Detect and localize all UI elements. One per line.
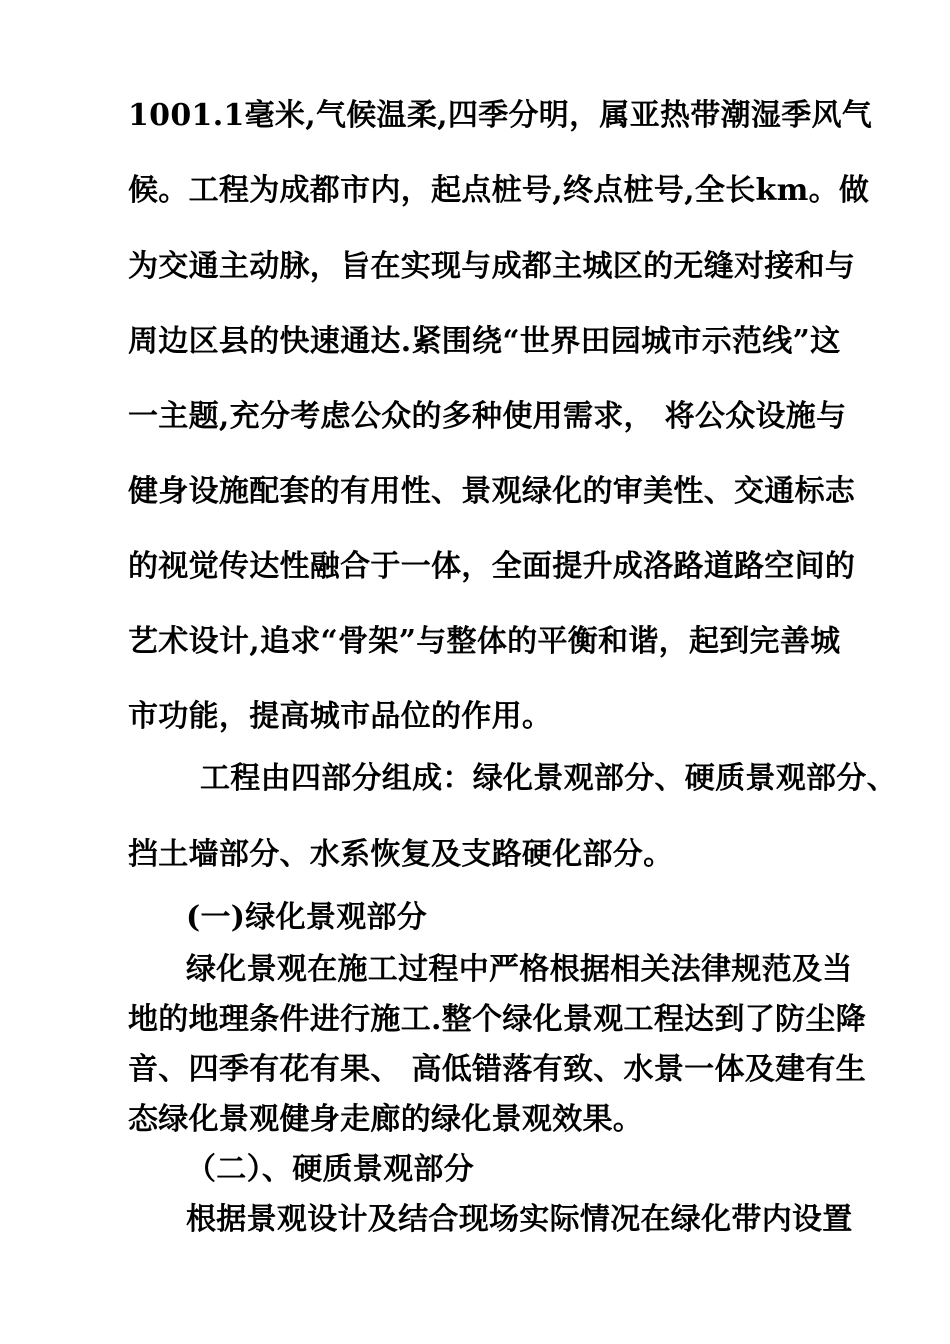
- paragraph-line: 绿化景观在施工过程中严格根据相关法律规范及当: [186, 952, 853, 987]
- paragraph-line: 挡土墙部分、水系恢复及支路硬化部分。: [128, 837, 674, 872]
- paragraph-line: 音、四季有花有果、 高低错落有致、水景一体及建有生: [128, 1052, 866, 1087]
- paragraph-line: 工程由四部分组成：绿化景观部分、硬质景观部分、: [200, 761, 897, 796]
- paragraph-line: 的视觉传达性融合于一体，全面提升成洛路道路空间的: [128, 549, 856, 584]
- paragraph-line: 健身设施配套的有用性、景观绿化的审美性、交通标志: [128, 474, 856, 509]
- paragraph-line: 候。工程为成都市内，起点桩号,终点桩号,全长km。做: [128, 173, 870, 208]
- paragraph-line: 1001.1毫米,气候温柔,四季分明，属亚热带潮湿季风气: [128, 98, 873, 133]
- paragraph-line: 艺术设计,追求“骨架”与整体的平衡和谐，起到完善城: [128, 624, 841, 659]
- paragraph-line: 一主题,充分考虑公众的多种使用需求， 将公众设施与: [128, 399, 847, 434]
- paragraph-line: 态绿化景观健身走廊的绿化景观效果。: [128, 1102, 644, 1137]
- paragraph-line: 周边区县的快速通达.紧围绕“世界田园城市示范线”这: [128, 324, 841, 359]
- paragraph-line: 市功能，提高城市品位的作用。: [128, 699, 553, 734]
- paragraph-line: 根据景观设计及结合现场实际情况在绿化带内设置: [186, 1202, 853, 1237]
- paragraph-line: 为交通主动脉，旨在实现与成都主城区的无缝对接和与: [128, 249, 856, 284]
- section-heading: （二）、硬质景观部分: [186, 1152, 474, 1187]
- paragraph-line: 地的地理条件进行施工.整个绿化景观工程达到了防尘降: [128, 1002, 866, 1037]
- section-heading: (一)绿化景观部分: [186, 900, 428, 935]
